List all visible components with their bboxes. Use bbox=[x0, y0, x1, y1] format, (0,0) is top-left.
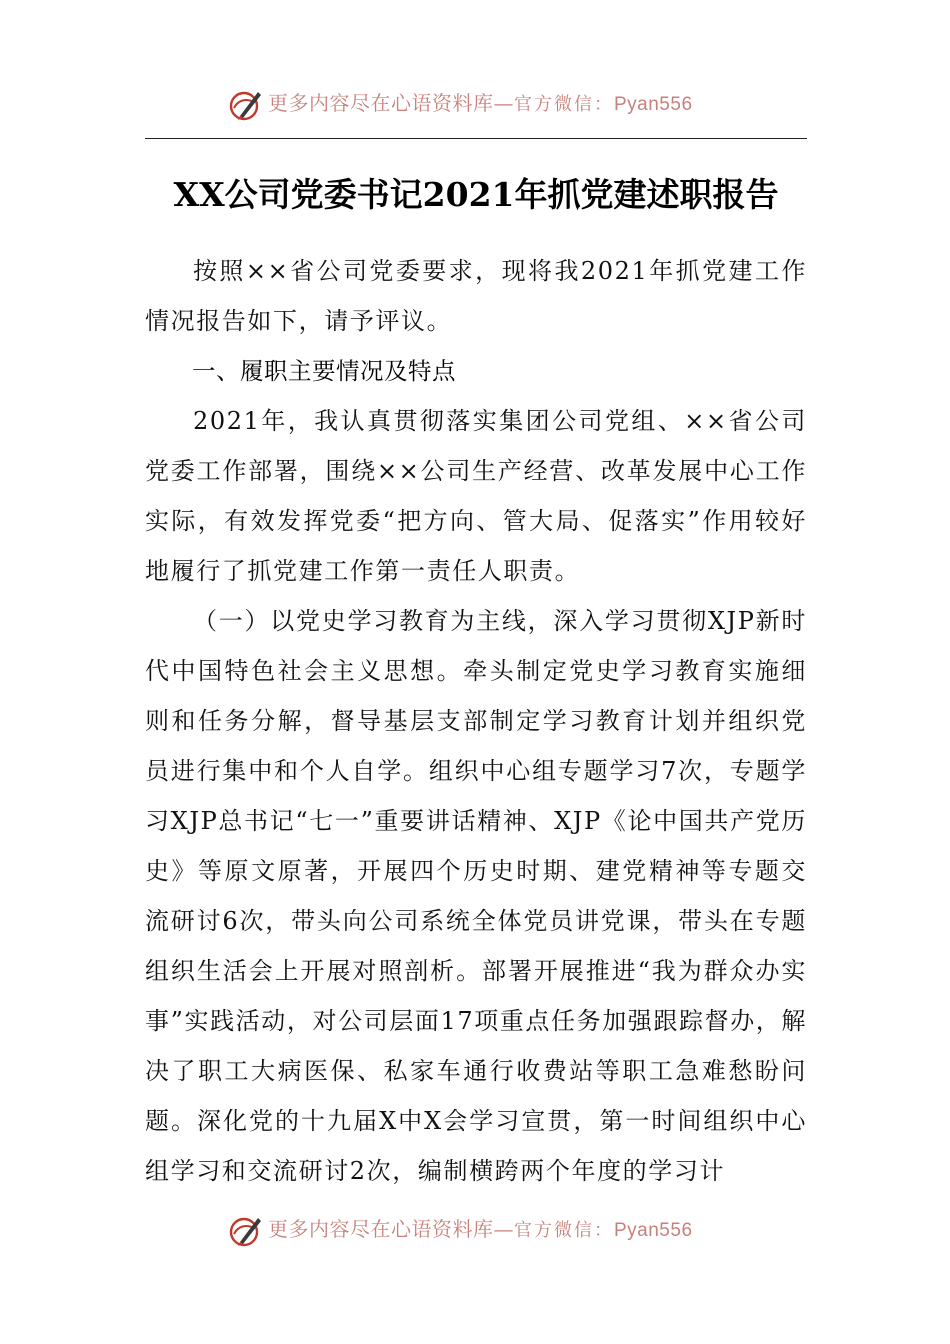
watermark-dash: — bbox=[493, 91, 514, 115]
watermark-brand: 更多内容尽在心语资料库 bbox=[268, 91, 494, 115]
watermark-id: Pyan556 bbox=[614, 1220, 693, 1241]
pen-logo-icon bbox=[228, 1212, 264, 1248]
document-body bbox=[145, 246, 807, 1196]
watermark-id: Pyan556 bbox=[614, 94, 693, 115]
document-title: XX公司党委书记2021年抓党建述职报告 bbox=[173, 175, 779, 214]
section-paragraph: 2021年，我认真贯彻落实集团公司党组、××省公司党委工作部署，围绕××公司生产经营、改革发展中心工作实际，有效发挥党委“把方向、管大局、促落实”作用较好地履行了抓党建工作第一责任人职责。 bbox=[145, 407, 807, 585]
header-divider bbox=[145, 138, 807, 139]
watermark-label: 官方微信： bbox=[514, 1220, 614, 1241]
intro-paragraph: 按照××省公司党委要求，现将我2021年抓党建工作情况报告如下，请予评议。 bbox=[145, 257, 807, 335]
watermark-dash: — bbox=[493, 1217, 514, 1241]
watermark-banner-top bbox=[0, 84, 950, 124]
watermark-label: 官方微信： bbox=[514, 94, 614, 115]
pen-logo-icon bbox=[228, 86, 264, 122]
section-heading: 一、履职主要情况及特点 bbox=[192, 357, 456, 385]
watermark-text bbox=[268, 88, 693, 120]
subsection-paragraph: （一）以党史学习教育为主线，深入学习贯彻XJP新时代中国特色社会主义思想。牵头制定党史学习教育实施细则和任务分解，督导基层支部制定学习教育计划并组织党员进行集中和个人自学。组织中心组专题学习7次，专题学习XJP总书记“七一”重要讲话精神、XJP《论中国共产党历史》等原文原著，开展四个历史时期、建党精神等专题交流研讨6次，带头向公司系统全体党员讲党课，带头在专题组织生活会上开展对照剖析。部署开展推进“我为群众办实事”实践活动，对公司层面17项重点任务加强跟踪督办，解决了职工大病医保、私家车通行收费站等职工急难愁盼问题。深化党的十九届X中X会学习宣贯，第一时间组织中心组学习和交流研讨2次，编制横跨两个年度的学习计 bbox=[145, 607, 808, 1185]
watermark-text bbox=[268, 1214, 693, 1246]
watermark-brand: 更多内容尽在心语资料库 bbox=[268, 1217, 494, 1241]
watermark-banner-bottom bbox=[0, 1210, 950, 1250]
